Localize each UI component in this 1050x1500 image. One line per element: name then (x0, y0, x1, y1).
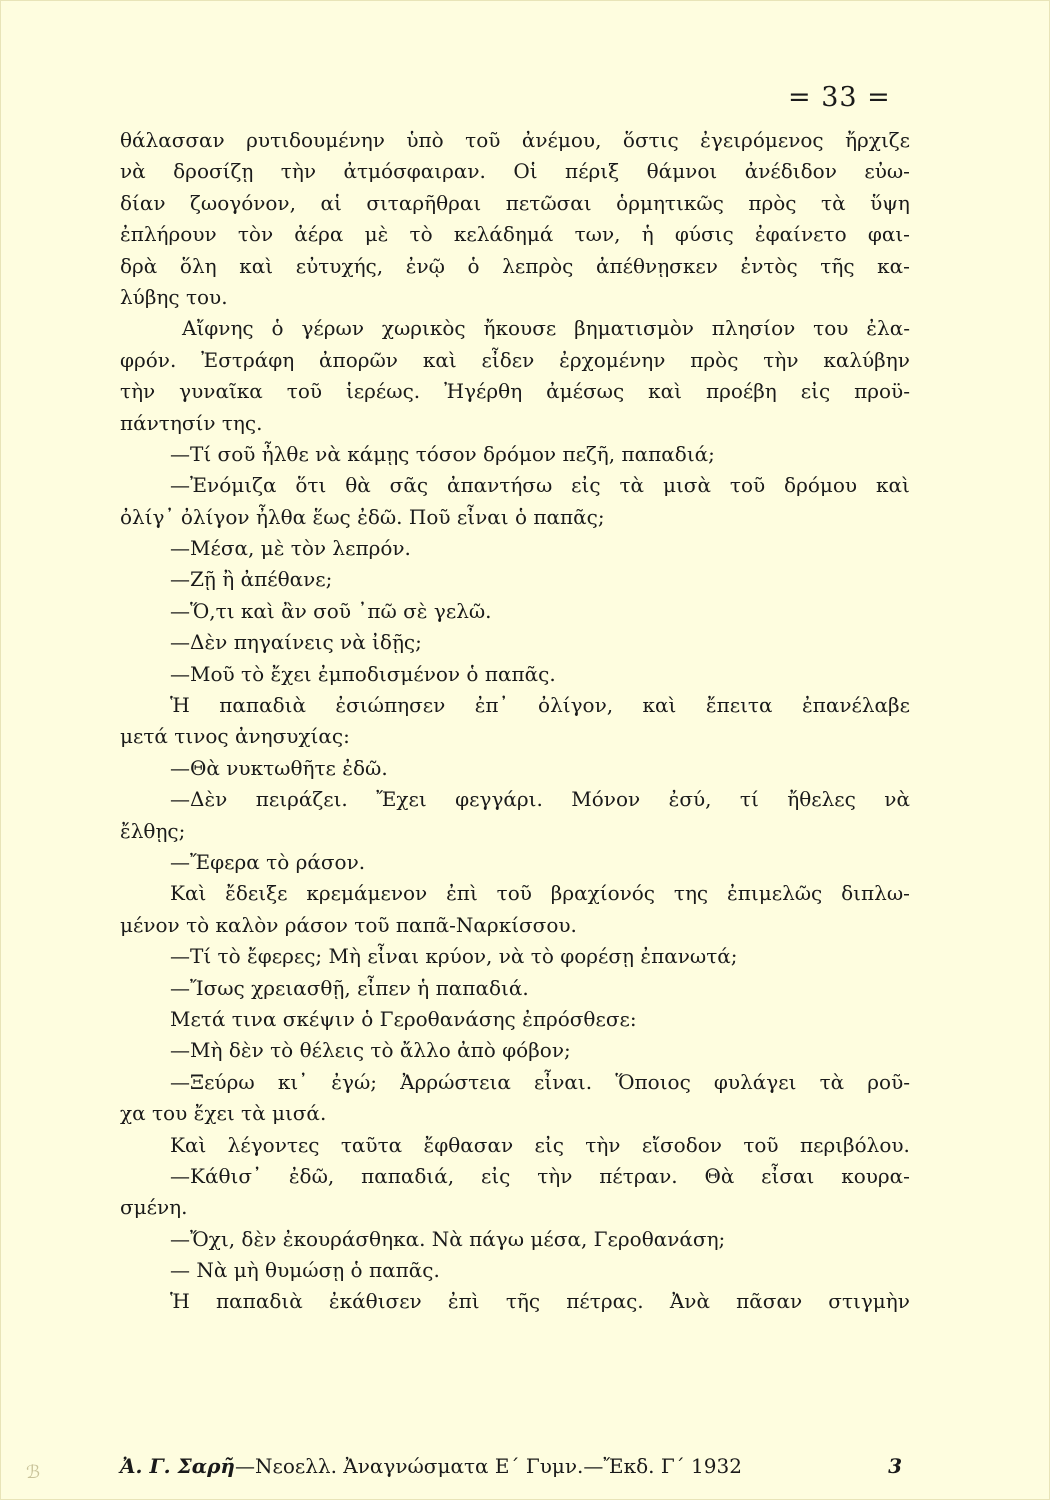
citation-text (120, 1454, 742, 1478)
word: ὁ (467, 253, 480, 278)
dialogue-line: —Ἴσως χρειασθῇ, εἶπεν ἡ παπαδιά. (170, 975, 529, 1000)
dialogue-line: —Μοῦ τὸ ἔχει ἐμποδισμένον ὁ παπᾶς. (170, 661, 556, 686)
word: Αἴφνης (182, 316, 254, 341)
word: καὶ (422, 347, 457, 372)
word: πρὸς (690, 347, 739, 372)
word: σιταρῆθραι (366, 190, 482, 215)
word: ἔδειξε (225, 881, 288, 906)
word: εἶδεν (481, 347, 535, 372)
word: φαι- (867, 222, 910, 247)
word: τοῦ (465, 128, 501, 152)
word: ἐπλήρουν (120, 222, 217, 247)
dialogue-line: —Μέσα, μὲ τὸν λεπρόν. (170, 536, 411, 561)
word: ἔπειτα (705, 693, 773, 718)
word: παπαδιὰ (219, 693, 306, 718)
word: φεγγάρι. (455, 787, 543, 812)
word: πέριξ (565, 159, 620, 184)
dialogue-line: —Δὲν πηγαίνεις νὰ ἰδῇς; (170, 630, 422, 655)
word: ἐντὸς (740, 253, 798, 278)
dialogue-line (120, 473, 910, 504)
word: ὅλη (179, 253, 217, 278)
word: τὴν (537, 1163, 573, 1188)
word: κα- (877, 253, 910, 278)
text-line: σμένη. (120, 1195, 188, 1220)
word: κελάδημά (453, 222, 554, 247)
word: Καὶ (170, 881, 207, 906)
word: καὶ (648, 379, 682, 404)
word: Θὰ (704, 1163, 735, 1188)
word: κουρα- (841, 1163, 910, 1188)
word: χωρικὸς (381, 316, 466, 341)
dialogue-line: —Μὴ δὲν τὸ θέλεις τὸ ἄλλο ἀπὸ φόβον; (170, 1038, 571, 1063)
text-line (120, 159, 910, 190)
word: Οἱ (513, 159, 538, 184)
word: τὴν (120, 379, 156, 404)
word: πετῶσαι (505, 190, 592, 215)
dialogue-line: —Ὄχι, δὲν ἐκουράσθηκα. Νὰ πάγω μέσα, Γεροθανάση; (170, 1226, 726, 1251)
word: των, (574, 222, 621, 247)
word: τὸ (409, 222, 433, 247)
word: ἐγειρόμενος (700, 128, 824, 152)
word: τὴν (763, 347, 799, 372)
word: ἀνέδιδον (744, 159, 837, 184)
word: βραχίονός (550, 881, 656, 906)
word: ὕψη (870, 190, 910, 215)
word: ἀέρα (294, 222, 344, 247)
word: εἰς (480, 1163, 511, 1188)
text-line (120, 379, 910, 410)
text-line (120, 348, 910, 379)
word: ἀπορῶν (319, 347, 398, 372)
word: ὑπὸ (406, 128, 444, 152)
word: Ἀρρώστεια (400, 1069, 511, 1094)
text-line (120, 191, 910, 222)
word: ἐγώ; (331, 1069, 378, 1094)
word: ἐλα- (866, 316, 910, 341)
word: τῆς (820, 253, 855, 278)
word: Ἡ (170, 693, 190, 718)
word: ἔφθασαν (423, 1132, 514, 1157)
word: καὶ (642, 693, 677, 718)
word: παπαδιά, (361, 1163, 455, 1188)
word: ἀπαντήσω (446, 473, 553, 498)
text-line: λύβης του. (120, 284, 228, 309)
word: τοῦ (286, 379, 323, 404)
word: εἶσαι (761, 1163, 815, 1188)
word: ἡ (641, 222, 654, 247)
word: τὰ (821, 190, 846, 215)
word: —Δὲν (170, 787, 228, 812)
text-line: μένον τὸ καλὸν ράσον τοῦ παπᾶ-Ναρκίσσου. (120, 912, 577, 937)
word: εἰς (800, 379, 831, 404)
word: ἐδῶ, (288, 1163, 335, 1188)
text-line: πάντησίν της. (120, 410, 263, 435)
word: ἐπανέλαβε (801, 693, 910, 718)
word: Καὶ (170, 1132, 207, 1157)
word: ροῦ- (867, 1069, 910, 1094)
word: ἐσύ, (668, 787, 712, 812)
word: μισὰ (662, 473, 711, 498)
word: αἱ (320, 190, 342, 215)
word: τοῦ (729, 473, 766, 498)
word: τὸν (237, 222, 274, 247)
word: ἀπέθνῃσκεν (595, 253, 718, 278)
dialogue-line: —Θὰ νυκτωθῆτε ἐδῶ. (170, 755, 388, 780)
word: ὀλίγον, (538, 693, 614, 718)
word: ἱερέως. (345, 379, 421, 404)
dialogue-line (120, 1070, 910, 1101)
word: καλύβην (823, 347, 910, 372)
word: πειράζει. (255, 787, 348, 812)
text-line (120, 316, 910, 347)
word: ὁ (271, 316, 284, 341)
word: ρυτιδουμένην (246, 128, 385, 152)
word: δίαν (120, 190, 166, 215)
text-line (120, 128, 910, 159)
word: θὰ (345, 473, 371, 498)
word: παπαδιὰ (216, 1289, 303, 1314)
word: θάμνοι (646, 159, 718, 184)
word: ἐνῷ (405, 253, 445, 278)
word: προϋ- (854, 379, 910, 404)
word: —Κάθισ᾽ (170, 1163, 262, 1188)
word: —Ξεύρω (170, 1069, 255, 1094)
word: πέτραν. (599, 1163, 678, 1188)
word: ζωογόνον, (190, 190, 296, 215)
word: της (673, 881, 709, 906)
text-line (120, 1133, 910, 1164)
word: βηματισμὸν (574, 316, 694, 341)
word: ἐσιώπησεν (335, 693, 446, 718)
citation-source: —Νεοελλ. Ἀναγνώσματα Ε΄ Γυμν.—Ἔκδ. Γ΄ 1932 (234, 1454, 742, 1478)
dialogue-line: —Ζῇ ἢ ἀπέθανε; (170, 567, 333, 592)
word: ἀτμόσφαιραν. (343, 159, 486, 184)
word: καὶ (239, 253, 274, 278)
word: Ἐστράφη (201, 347, 295, 372)
text-line: ὀλίγ᾽ ὀλίγον ἦλθα ἕως ἐδῶ. Ποῦ εἶναι ὁ παπᾶς; (120, 504, 605, 529)
word: ἐπὶ (447, 1289, 480, 1314)
body-text (120, 128, 910, 1321)
word: στιγμὴν (828, 1289, 910, 1314)
word: Ἠγέρθη (444, 379, 523, 404)
word: ἐπὶ (446, 881, 478, 906)
word: Ἀνὰ (669, 1289, 710, 1314)
word: δρὰ (120, 253, 158, 278)
dialogue-line: —Ἔφερα τὸ ράσον. (170, 849, 366, 874)
word: —Ἐνόμιζα (170, 473, 277, 498)
word: φυλάγει (713, 1069, 797, 1094)
text-line (120, 254, 910, 285)
word: εἰς (571, 473, 601, 498)
citation-author: Ἀ. Γ. Σαρῆ (120, 1454, 235, 1478)
text-line (120, 1289, 910, 1320)
word: εἴσοδον (641, 1132, 722, 1157)
word: φρόν. (120, 347, 177, 372)
word: εἶναι. (534, 1069, 593, 1094)
word: εὐτυχής, (295, 253, 384, 278)
word: του (813, 316, 849, 341)
page-number: = 33 = (788, 82, 891, 113)
text-line (120, 881, 910, 912)
word: πρὸς (748, 190, 797, 215)
dialogue-line (120, 787, 910, 818)
dialogue-line: —Τί τὸ ἔφερες; Μὴ εἶναι κρύον, νὰ τὸ φορέσῃ ἐπανωτά; (170, 944, 738, 969)
text-line: ἔλθῃς; (120, 818, 186, 843)
word: τὰ (619, 473, 645, 498)
word: φύσις (674, 222, 734, 247)
word: πέτρας. (566, 1289, 644, 1314)
word: Μόνον (571, 787, 641, 812)
word: λεπρὸς (502, 253, 574, 278)
word: προέβη (705, 379, 777, 404)
word: τοῦ (496, 881, 532, 906)
word: τὰ (819, 1069, 845, 1094)
word: γέρων (301, 316, 364, 341)
word: περιβόλου. (799, 1132, 910, 1157)
signature-mark: 3 (888, 1454, 902, 1478)
word: ταῦτα (340, 1132, 403, 1157)
footer-citation (120, 1454, 910, 1478)
word: ἐκάθισεν (328, 1289, 422, 1314)
word: Ὅποιος (615, 1069, 691, 1094)
word: κρεμάμενον (306, 881, 428, 906)
word: σᾶς (389, 473, 429, 498)
word: ἤκουσε (483, 316, 557, 341)
word: εἰς (534, 1132, 564, 1157)
word: ὅστις (622, 128, 679, 152)
word: τῆς (505, 1289, 541, 1314)
word: τὴν (280, 159, 316, 184)
word: γυναῖκα (179, 379, 263, 404)
word: δροσίζῃ (173, 159, 254, 184)
word: λέγοντες (227, 1132, 320, 1157)
word: ὅτι (295, 473, 327, 498)
word: ἤρχιζε (845, 128, 910, 152)
word: ἐπιμελῶς (726, 881, 823, 906)
word: πλησίον (711, 316, 796, 341)
word: καὶ (876, 473, 910, 498)
word: θάλασσαν (120, 128, 225, 152)
text-line: μετά τινος ἀνησυχίας: (120, 724, 350, 749)
word: ἀμέσως (546, 379, 625, 404)
word: πᾶσαν (736, 1289, 803, 1314)
text-line (120, 222, 910, 253)
dialogue-line: — Νὰ μὴ θυμώσῃ ὁ παπᾶς. (170, 1258, 440, 1283)
word: ἐφαίνετο (754, 222, 847, 247)
text-line: χα του ἔχει τὰ μισά. (120, 1101, 327, 1126)
word: εὐω- (864, 159, 910, 184)
word: τοῦ (743, 1132, 779, 1157)
word: τὴν (585, 1132, 621, 1157)
word: ἀνέμου, (521, 128, 602, 152)
word: τί (739, 787, 759, 812)
word: κι᾽ (277, 1069, 309, 1094)
text-line: Μετά τινα σκέψιν ὁ Γεροθανάσης ἐπρόσθεσε: (170, 1006, 637, 1031)
corner-stamp-mark: ℬ (26, 1462, 41, 1483)
word: νὰ (120, 159, 146, 184)
text-line (120, 693, 910, 724)
word: ἤθελες (787, 787, 856, 812)
word: ἐρχομένην (559, 347, 666, 372)
word: δρόμου (784, 473, 858, 498)
word: διπλω- (841, 881, 910, 906)
word: Ἡ (170, 1289, 190, 1314)
dialogue-line: —Ὅ,τι καὶ ἂν σοῦ ᾽πῶ σὲ γελῶ. (170, 598, 492, 623)
word: Ἔχει (376, 787, 427, 812)
dialogue-line (120, 1164, 910, 1195)
word: νὰ (884, 787, 910, 812)
word: μὲ (364, 222, 389, 247)
dialogue-line: —Τί σοῦ ἦλθε νὰ κάμῃς τόσον δρόμον πεζῆ, παπαδιά; (170, 441, 715, 466)
word: ὁρμητικῶς (616, 190, 724, 215)
word: ἐπ᾽ (474, 693, 509, 718)
